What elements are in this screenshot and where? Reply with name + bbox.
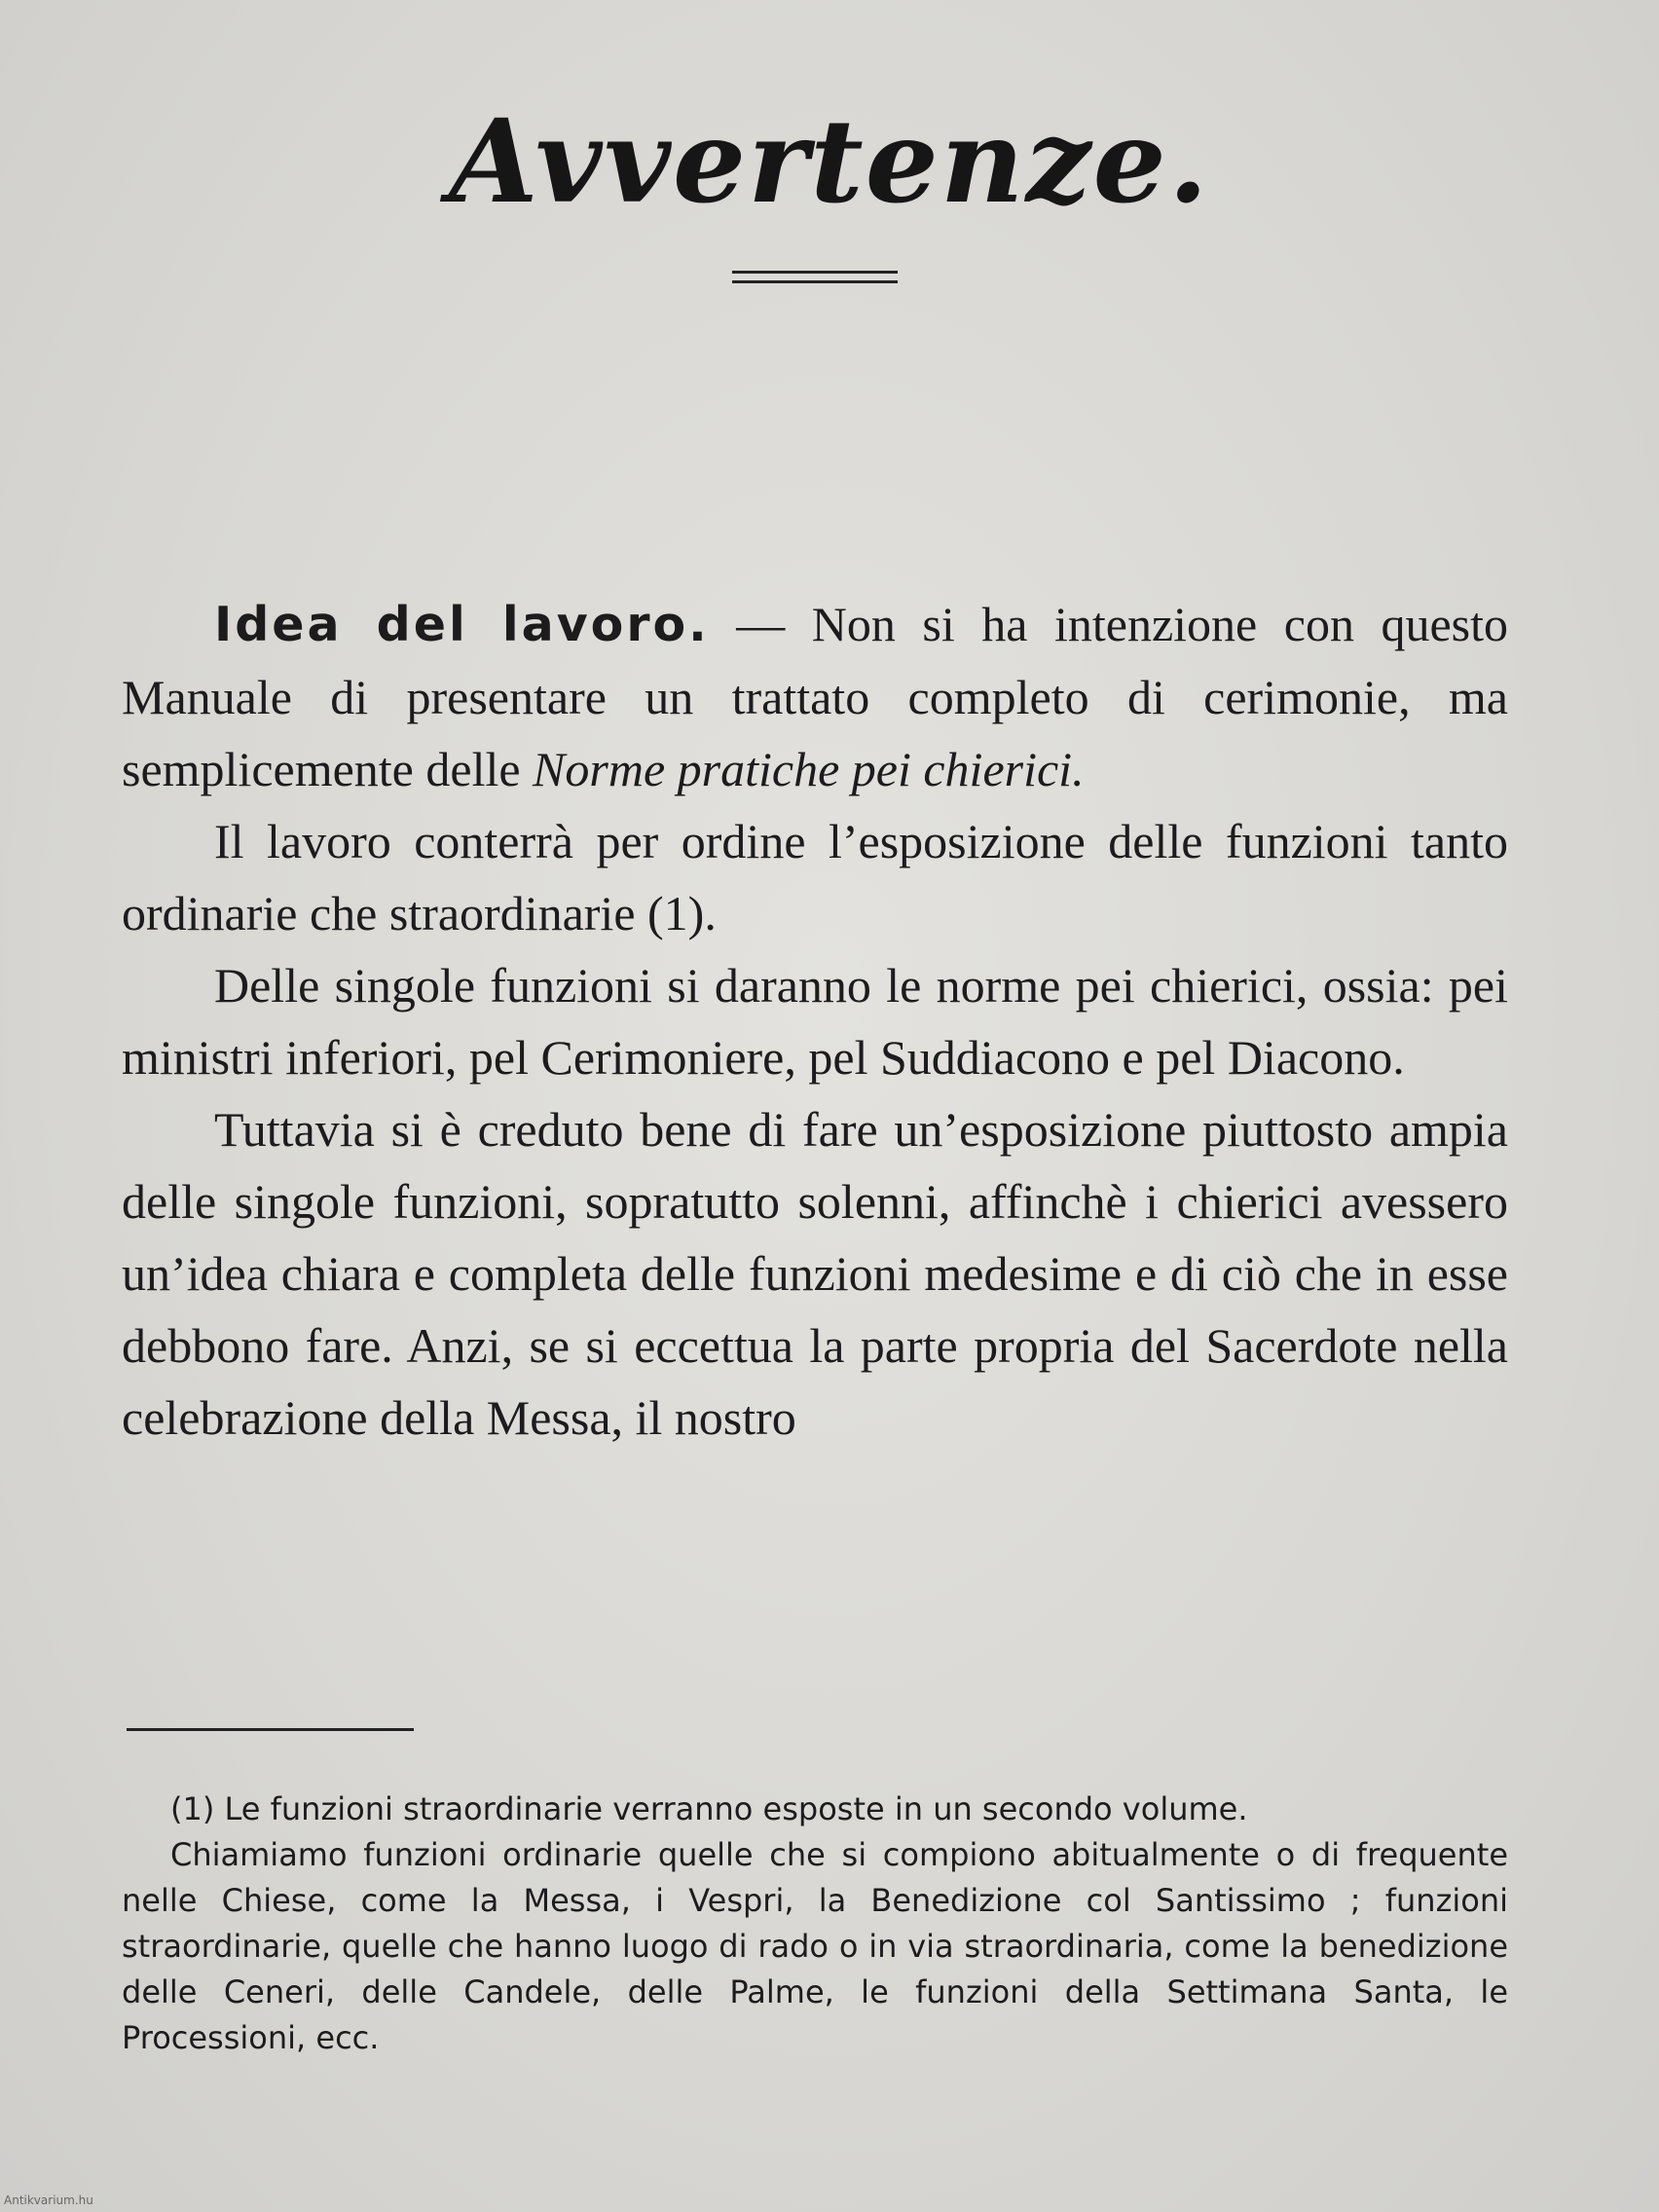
paragraph-2: Il lavoro conterrà per ordine l’esposizione delle funzioni tanto ordinarie che straordinarie (1).	[122, 814, 1508, 940]
paragraph-4: Tuttavia si è creduto bene di fare un’esposizione piuttosto ampia delle singole funzioni, sopratutto solenni, affinchè i chierici avessero un’idea chiara e completa delle funzioni medesime e di ciò che in esse debbono fare. Anzi, se si eccettua la parte propria del Sacerdote nella celebrazione della Messa, il nostro	[122, 1102, 1508, 1445]
paragraph-1-text: Non si ha intenzione con questo Manuale di presentare un trattato completo di cerimonie, ma semplicemente delle	[122, 597, 1508, 796]
watermark: Antikvarium.hu	[4, 2194, 93, 2207]
title-double-rule	[732, 271, 898, 283]
footnote-line-1: (1) Le funzioni straordinarie verranno esposte in un secondo volume.	[170, 1790, 1248, 1827]
heading-dash: —	[709, 597, 812, 651]
paragraph-1-italic: Norme pratiche pei chierici.	[533, 742, 1085, 796]
footnote-rule	[127, 1728, 414, 1731]
paragraph-3: Delle singole funzioni si daranno le norme pei chierici, ossia: pei ministri inferiori, pel Cerimoniere, pel Suddiacono e pel Diacono.	[122, 958, 1508, 1085]
footnotes	[122, 1787, 1508, 2061]
section-heading: Idea del lavoro.	[214, 597, 710, 652]
body-text	[122, 588, 1508, 1454]
footnote-line-2: Chiamiamo funzioni ordinarie quelle che si compiono abitualmente o di frequente nelle Chiese, come la Messa, i Vespri, la Benedizione col Santissimo ; funzioni straordinarie, quelle che hanno luogo di rado o in via straordinaria, come la benedizione delle Ceneri, delle Candele, delle Palme, le funzioni della Settimana Santa, le Processioni, ecc.	[122, 1836, 1508, 2056]
paragraph-1	[122, 588, 1508, 805]
page-title: Avvertenze.	[449, 93, 1210, 229]
